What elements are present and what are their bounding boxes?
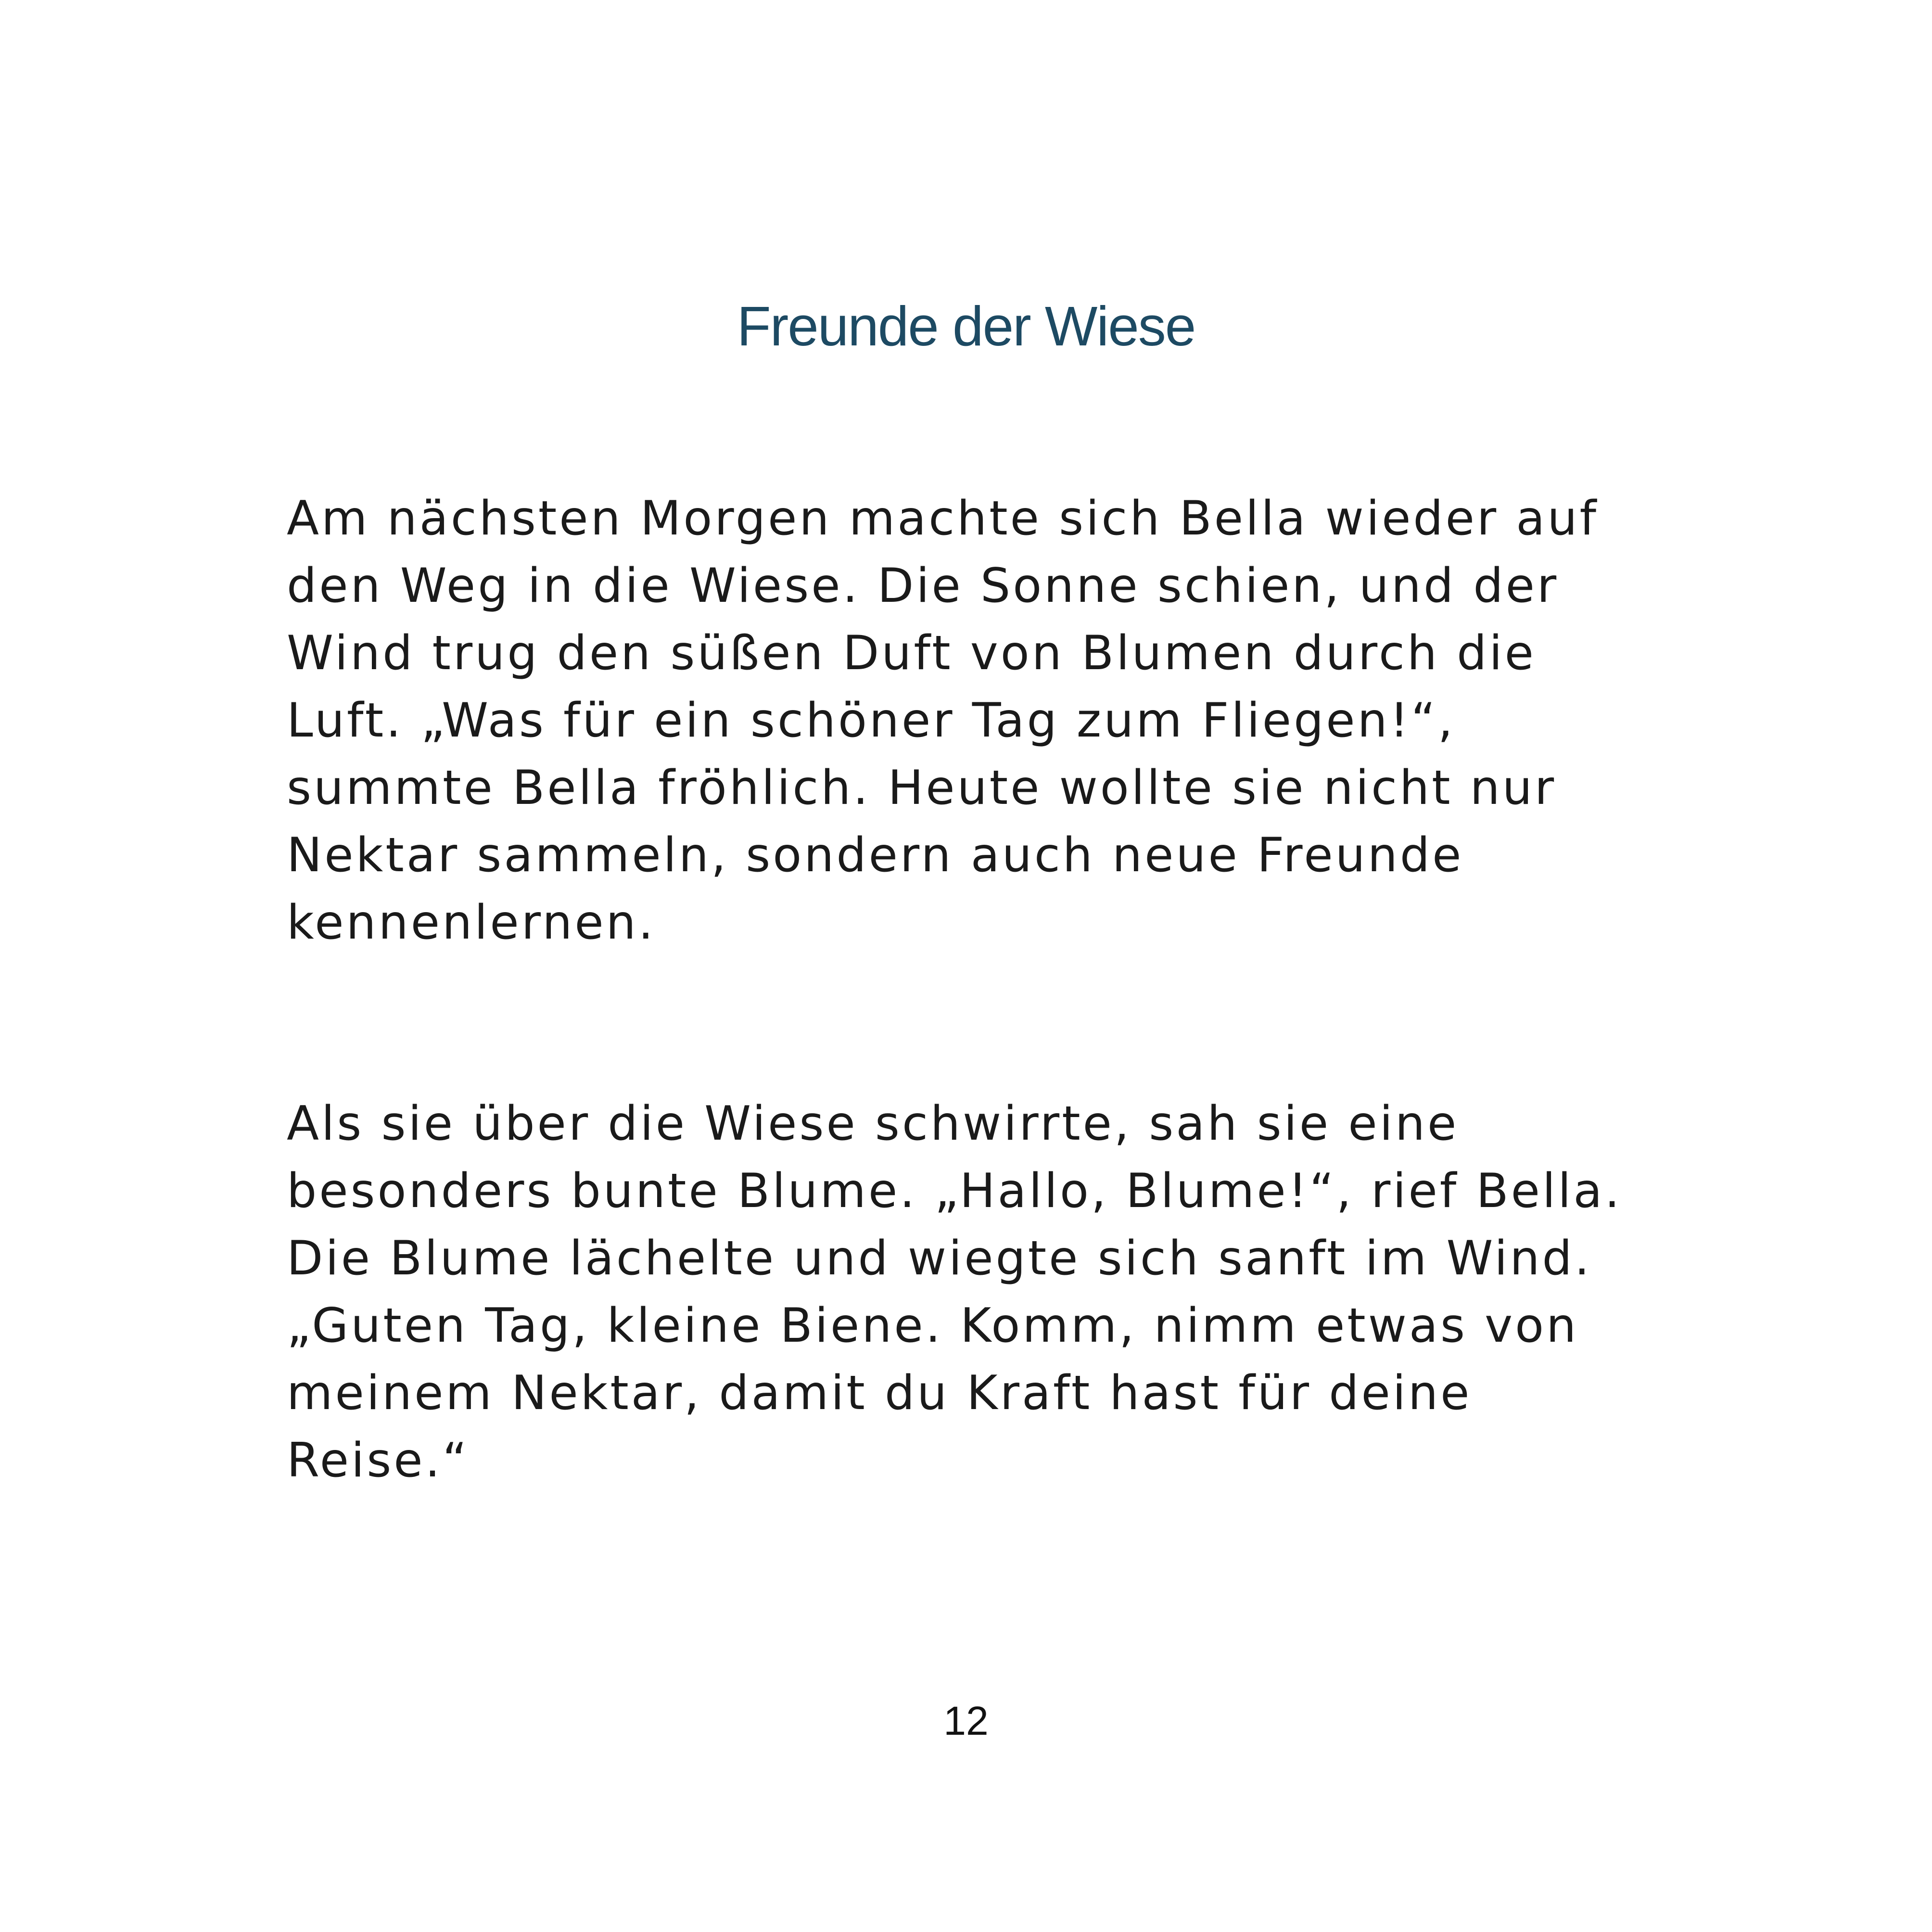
- story-paragraph-2: Als sie über die Wiese schwirrte, sah sie eine besonders bunte Blume. „Hallo, Blume!“, rief Bella. Die Blume lächelte und wiegte sich sanft im Wind. „Guten Tag, kleine Biene. Komm, nimm etwas von meinem Nektar, damit du Kraft hast für deine Reise.“: [287, 1096, 1622, 1488]
- chapter-title: Freunde der Wiese: [737, 295, 1195, 357]
- page-number: 12: [943, 1698, 989, 1743]
- story-paragraph-1: Am nächsten Morgen machte sich Bella wieder auf den Weg in die Wiese. Die Sonne schien, und der Wind trug den süßen Duft von Blumen durch die Luft. „Was für ein schöner Tag zum Fliegen!“, summte Bella fröhlich. Heute wollte sie nicht nur Nektar sammeln, sondern auch neue Freunde kennenlernen.: [287, 491, 1599, 950]
